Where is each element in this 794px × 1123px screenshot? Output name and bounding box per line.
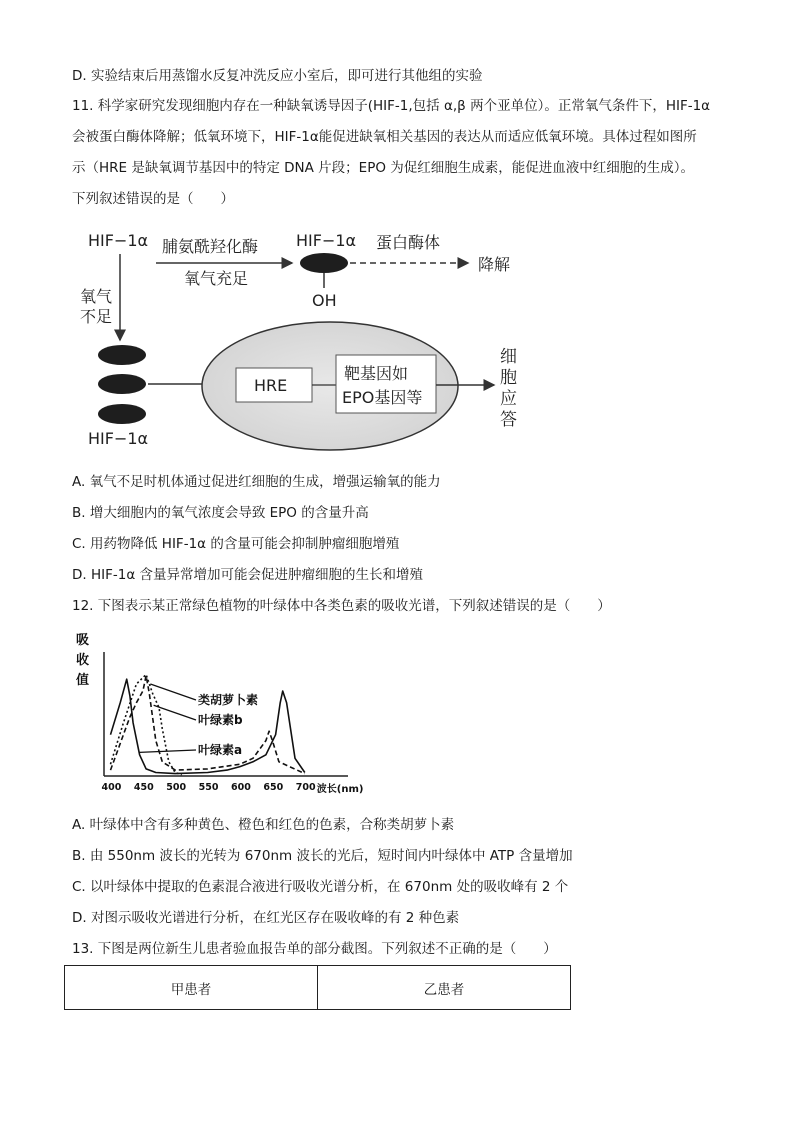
q11-option-c: C. 用药物降低 HIF-1α 的含量可能会抑制肿瘤细胞增殖 — [72, 536, 400, 552]
absorption-spectrum-chart — [70, 630, 370, 810]
x-tick-label: 400 — [101, 782, 122, 793]
series-name-label: 类胡萝卜素 — [198, 693, 259, 707]
x-tick-label: 700 — [295, 782, 316, 793]
degrade-label: 降解 — [478, 255, 511, 274]
oh-label: OH — [312, 291, 337, 310]
cell-response-char-3: 应 — [500, 389, 517, 409]
q11-stem-line-3: 示（HRE 是缺氧调节基因中的特定 DNA 片段；EPO 为促红细胞生成素，能促进血液中红细胞的生成）。 — [72, 160, 695, 176]
q12-option-c: C. 以叶绿体中提取的色素混合液进行吸收光谱分析，在 670nm 处的吸收峰有 2 个 — [72, 879, 569, 895]
cell-response-char-4: 答 — [500, 410, 517, 430]
x-tick-label: 550 — [198, 782, 219, 793]
hif-protein-3 — [98, 404, 146, 424]
q11-option-b: B. 增大细胞内的氧气浓度会导致 EPO 的含量升高 — [72, 505, 369, 521]
x-tick-label: 450 — [133, 782, 154, 793]
x-tick-label: 600 — [231, 782, 251, 793]
series-name-label: 叶绿素b — [198, 713, 243, 727]
hif-pathway-diagram — [0, 222, 794, 452]
hre-label: HRE — [254, 376, 288, 395]
table-header-patient-yi: 乙患者 — [317, 966, 570, 1009]
series-callout-line — [154, 705, 196, 720]
x-axis-label: 波长(nm) — [316, 784, 364, 795]
q13-stem: 13. 下图是两位新生儿患者验血报告单的部分截图。下列叙述不正确的是（ ） — [72, 941, 557, 957]
hif-label-top-left: HIF−1α — [88, 231, 149, 250]
series-line-类胡萝卜素 — [111, 675, 182, 775]
q12-option-b: B. 由 550nm 波长的光转为 670nm 波长的光后，短时间内叶绿体中 ATP 含量增加 — [72, 848, 573, 864]
q11-option-a: A. 氧气不足时机体通过促进红细胞的生成，增强运输氧的能力 — [72, 474, 441, 490]
low-oxygen-label-1: 氧气 — [80, 287, 113, 306]
cell-response-char-1: 细 — [500, 347, 517, 367]
y-axis-label-char: 值 — [76, 673, 90, 688]
hif-label-bottom: HIF−1α — [88, 429, 149, 448]
hif-label-top-right: HIF−1α — [296, 231, 357, 250]
cell-response-char-2: 胞 — [500, 368, 517, 388]
q11-stem-line-1: 11. 科学家研究发现细胞内存在一种缺氧诱导因子(HIF-1,包括 α,β 两个亚单位）。正常氧气条件下，HIF-1α — [72, 98, 711, 114]
low-oxygen-label-2: 不足 — [80, 307, 113, 326]
x-tick-label: 650 — [263, 782, 284, 793]
hif-protein-hydroxylated — [300, 253, 348, 273]
series-callout-line — [139, 750, 196, 752]
q12-stem: 12. 下图表示某正常绿色植物的叶绿体中各类色素的吸收光谱，下列叙述错误的是（ ） — [72, 598, 611, 614]
y-axis-label-char: 吸 — [76, 633, 90, 648]
y-axis-label-char: 收 — [76, 653, 90, 668]
q11-stem-line-4: 下列叙述错误的是（ ） — [72, 191, 234, 207]
target-gene-label-2: EPO基因等 — [342, 388, 423, 407]
sufficient-oxygen-label: 氧气充足 — [184, 269, 249, 288]
x-tick-label: 500 — [166, 782, 187, 793]
hif-protein-2 — [98, 374, 146, 394]
q11-stem-line-2: 会被蛋白酶体降解；低氧环境下，HIF-1α能促进缺氧相关基因的表达从而适应低氧环境。具体过程如图所 — [72, 129, 697, 145]
series-name-label: 叶绿素a — [198, 743, 243, 757]
q11-option-d: D. HIF-1α 含量异常增加可能会促进肿瘤细胞的生长和增殖 — [72, 567, 424, 583]
enzyme-label: 脯氨酰羟化酶 — [162, 237, 259, 256]
series-callout-line — [150, 684, 196, 700]
target-gene-label-1: 靶基因如 — [344, 364, 409, 383]
proteasome-label: 蛋白酶体 — [376, 233, 441, 252]
q12-option-d: D. 对图示吸收光谱进行分析，在红光区存在吸收峰的有 2 种色素 — [72, 910, 460, 926]
q12-option-a: A. 叶绿体中含有多种黄色、橙色和红色的色素，合称类胡萝卜素 — [72, 817, 455, 833]
blood-report-table — [64, 965, 571, 1010]
q10-option-d: D. 实验结束后用蒸馏水反复冲洗反应小室后，即可进行其他组的实验 — [72, 68, 483, 84]
hif-protein-1 — [98, 345, 146, 365]
table-header-patient-jia: 甲患者 — [170, 981, 212, 998]
